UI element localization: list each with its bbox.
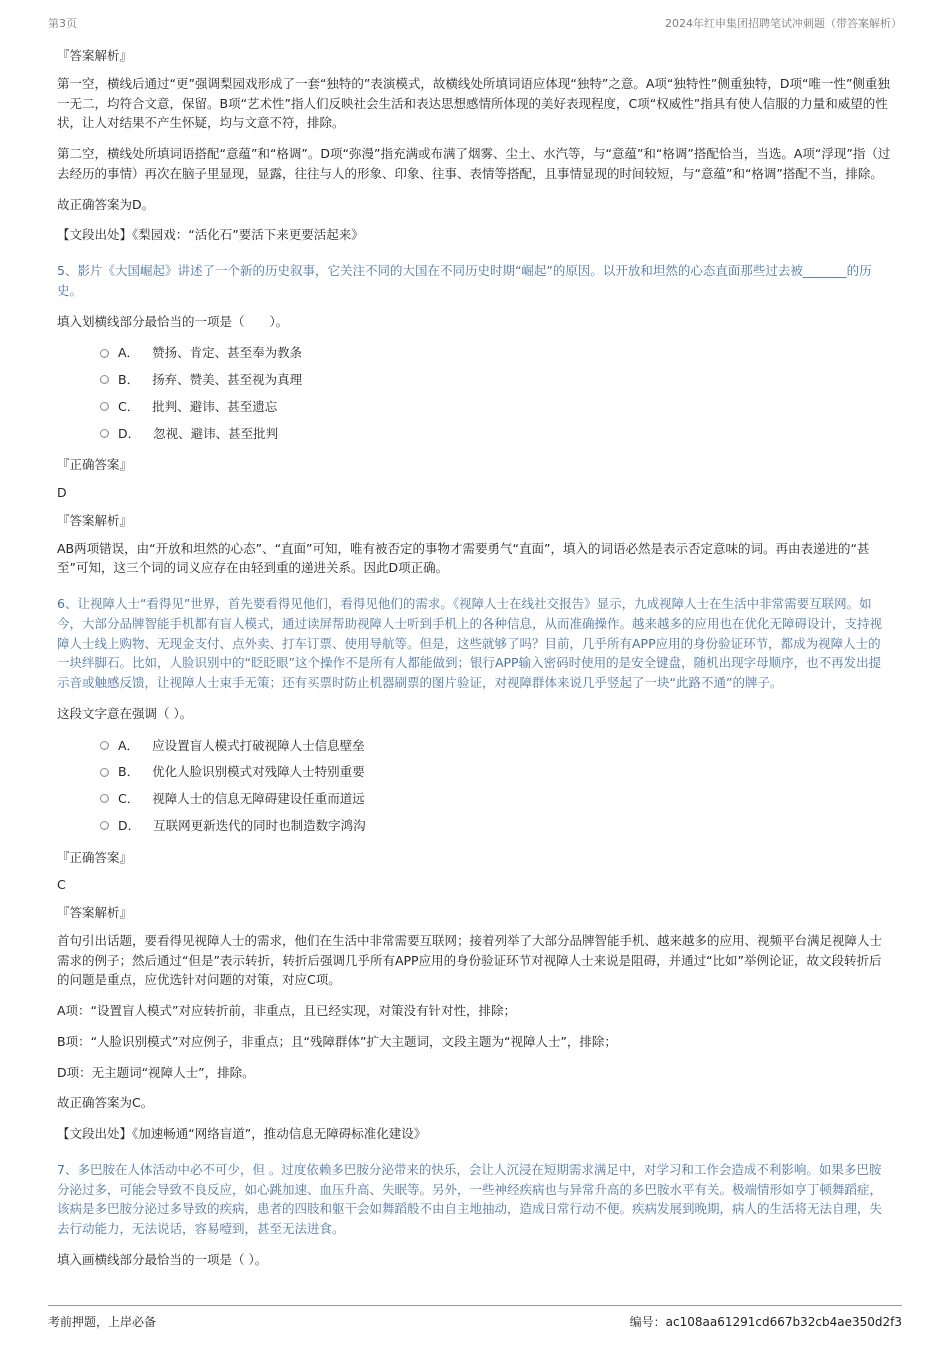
analysis-conclusion: 故正确答案为C。 — [57, 1095, 154, 1111]
analysis-conclusion: 故正确答案为D。 — [57, 196, 155, 212]
correct-answer-label: 『正确答案』 — [57, 457, 133, 473]
radio-button-icon[interactable] — [100, 349, 109, 358]
option-letter: C． — [118, 791, 140, 806]
question-6-stem: 6、让视障人士“看得见”世界，首先要看得见他们，看得见他们的需求。《视障人士在线社交报告》显示，九成视障人士在生活中非常需要互联网。如今，大部分品牌智能手机都有盲人模式，通过读屏帮助视障人士听到手机上的各种信息，从而准确操作。越来越多的应用也在优化无障碍设计，支持视障人士线上购物、无现金支付、点外卖、打车订票、使用导航等。但是，这些就够了吗？目前，几乎所有APP应用的身份验证环节，都成为视障人士的一块绊脚石。比如，人脸识别中的“眨眨眼”这个操作不是所有人都能做到；银行APP输入密码时使用的是安全键盘，随机出现字母顺序，也不再发出提示音或触感反馈，让视障人士束手无策；还有买票时防止机器刷票的图片验证，对视障群体来说几乎竖起了一块“此路不通”的牌子。 — [57, 596, 883, 690]
option-row-d[interactable] — [100, 424, 893, 444]
question-5-prompt: 填入划横线部分最恰当的一项是（ ）。 — [57, 313, 289, 329]
correct-answer-value: D — [57, 485, 67, 500]
radio-button-icon[interactable] — [100, 375, 109, 384]
question-5-stem: 5、影片《大国崛起》讲述了一个新的历史叙事，它关注不同的大国在不同历史时期“崛起”的原因。以开放和坦然的心态直面那些过去被_______的历史。 — [57, 263, 872, 298]
page-number: 第3页 — [48, 17, 77, 30]
option-row-c[interactable] — [100, 789, 893, 809]
question-6-options — [57, 736, 893, 836]
option-row-a[interactable] — [100, 736, 893, 756]
correct-answer-label: 『正确答案』 — [57, 849, 133, 865]
footer-slogan: 考前押题，上岸必备 — [48, 1315, 157, 1329]
question-6-prompt: 这段文字意在强调（ ）。 — [57, 705, 193, 721]
option-text: 应设置盲人模式打破视障人士信息壁垒 — [152, 737, 365, 753]
page-footer — [48, 1305, 902, 1345]
analysis-label: 『答案解析』 — [57, 512, 133, 528]
option-text: 优化人脸识别模式对残障人士特别重要 — [152, 764, 365, 780]
radio-button-icon[interactable] — [100, 768, 109, 777]
radio-button-icon[interactable] — [100, 794, 109, 803]
option-row-b[interactable] — [100, 762, 893, 782]
option-text: 批判、避讳、甚至遗忘 — [152, 398, 278, 414]
question-5-options — [57, 343, 893, 443]
option-row-b[interactable] — [100, 370, 893, 390]
page-header — [0, 0, 950, 31]
question-5-analysis: AB两项错误，由“开放和坦然的心态”、“直面”可知，唯有被否定的事物才需要勇气“直面”，填入的词语必然是表示否定意味的词。再由表递进的“甚至”可知，这三个词的词义应存在由轻到重的递进关系。因此D项正确。 — [57, 540, 870, 576]
option-letter: A． — [118, 737, 140, 753]
question-6-point-b: B项：“人脸识别模式”对应例子，非重点；且“残障群体”扩大主题词，文段主题为“视障人士”，排除； — [57, 1033, 617, 1049]
option-text: 视障人士的信息无障碍建设任重而道远 — [152, 791, 365, 806]
question-6-analysis: 首句引出话题，要看得见视障人士的需求，他们在生活中非常需要互联网；接着列举了大部分品牌智能手机、越来越多的应用、视频平台满足视障人士需求的例子；然后通过“但是”表示转折，转折后强调几乎所有APP应用的身份验证环节对视障人士来说是阻碍，并通过“比如”举例论证，故文段转折后的问题是重点，应优选针对问题的对策，对应C项。 — [57, 932, 883, 988]
radio-button-icon[interactable] — [100, 741, 109, 750]
option-row-a[interactable] — [100, 343, 893, 363]
radio-button-icon[interactable] — [100, 821, 109, 830]
passage-source: 【文段出处】《加速畅通“网络盲道”，推动信息无障碍标准化建设》 — [57, 1126, 427, 1141]
question-7-stem: 7、多巴胺在人体活动中必不可少，但 。过度依赖多巴胺分泌带来的快乐，会让人沉浸在短期需求满足中，对学习和工作会造成不利影响。如果多巴胺分泌过多，可能会导致不良反应，如心跳加速、血压升高、失眠等。另外，一些神经疾病也与异常升高的多巴胺水平有关。极端情形如亨丁顿舞蹈症，该病是多巴胺分泌过多导致的疾病，患者的四肢和躯干会如舞蹈般不由自主地抽动，造成日常行动不便。疾病发展到晚期，病人的生活将无法自理，失去行动能力，无法说话，容易噎到，甚至无法进食。 — [57, 1161, 883, 1236]
option-letter: B． — [118, 372, 140, 387]
question-6-point-a: A项：“设置盲人模式”对应转折前，非重点，且已经实现，对策没有针对性，排除； — [57, 1003, 517, 1018]
analysis-paragraph-2: 第二空，横线处所填词语搭配“意蕴”和“格调”。D项“弥漫”指充满或布满了烟雾、尘土、水汽等，与“意蕴”和“格调”搭配恰当，当选。A项“浮现”指（过去经历的事情）再次在脑子里显现，显露，往往与人的形象、印象、往事、表情等搭配，且事情显现的时间较短，与“意蕴”和“格调”搭配不当，排除。 — [57, 146, 891, 181]
analysis-paragraph-1: 第一空，横线后通过“更”强调梨园戏形成了一套“独特的”表演模式，故横线处所填词语应体现“独特”之意。A项“独特性”侧重独特，D项“唯一性”侧重独一无二，均符合文意，保留。B项“艺术性”指人们反映社会生活和表达思想感情所体现的美好表现程度，C项“权威性”指具有使人信服的力量和威望的性状，让人对结果不产生怀疑，均与文意不符，排除。 — [57, 75, 890, 131]
analysis-label: 『答案解析』 — [57, 905, 133, 920]
option-row-d[interactable] — [100, 816, 893, 836]
option-text: 扬弃、赞美、甚至视为真理 — [152, 372, 303, 387]
option-row-c[interactable] — [100, 397, 893, 417]
option-text: 赞扬、肯定、甚至奉为教条 — [152, 345, 303, 361]
radio-button-icon[interactable] — [100, 402, 109, 411]
passage-source: 【文段出处】《梨园戏：“活化石”要活下来更要活起来》 — [57, 227, 364, 243]
option-text: 互联网更新迭代的同时也制造数字鸿沟 — [153, 817, 366, 833]
option-letter: D． — [118, 425, 141, 441]
question-6-point-d: D项：无主题词“视障人士”，排除。 — [57, 1064, 255, 1080]
question-7-prompt: 填入画横线部分最恰当的一项是（ ）。 — [57, 1251, 268, 1267]
radio-button-icon[interactable] — [100, 429, 109, 438]
option-letter: B． — [118, 764, 140, 780]
option-letter: D． — [118, 817, 141, 833]
option-text: 忽视、避讳、甚至批判 — [153, 425, 279, 441]
document-body — [0, 31, 950, 1305]
document-code: 编号：ac108aa61291cd667b32cb4ae350d2f3 — [629, 1315, 902, 1329]
option-letter: A． — [118, 345, 140, 361]
document-title: 2024年红申集团招聘笔试冲刺题（带答案解析） — [665, 17, 902, 30]
correct-answer-value: C — [57, 877, 66, 893]
option-letter: C． — [118, 398, 140, 414]
analysis-label: 『答案解析』 — [57, 48, 133, 63]
